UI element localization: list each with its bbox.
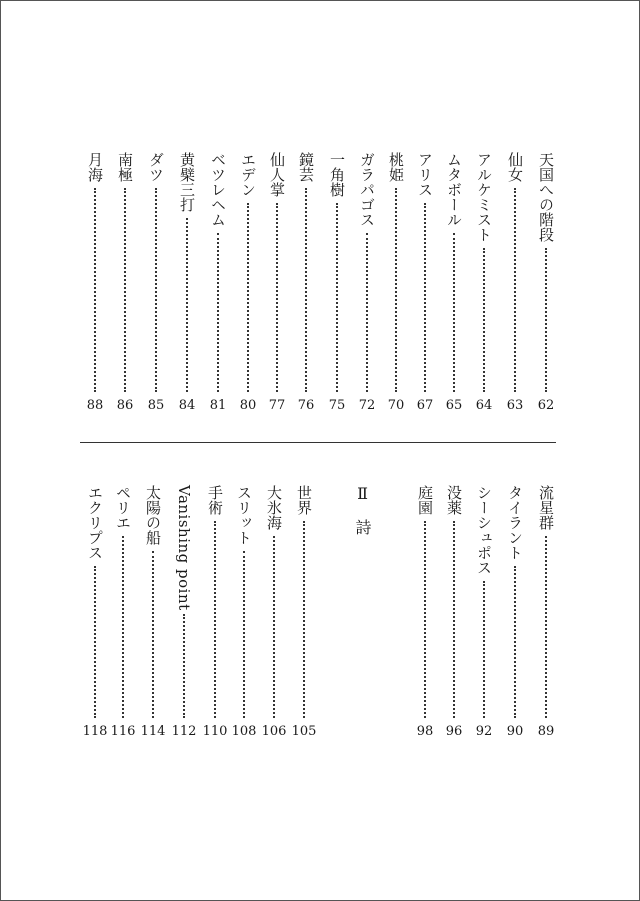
toc-entry-page-number: 63 — [506, 398, 524, 413]
dot-leader — [214, 521, 216, 718]
toc-entry-page-number: 106 — [261, 724, 287, 739]
dot-leader — [395, 188, 397, 392]
toc-entry-title: Vanishing point — [175, 485, 193, 611]
toc-entry-page-number: 64 — [475, 398, 493, 413]
toc-entry-page-number: 75 — [328, 398, 346, 413]
toc-entry-title: 太陽の船 — [144, 485, 162, 545]
section-heading: Ⅱ 詩 — [353, 484, 372, 535]
toc-entry-page-number: 81 — [209, 398, 227, 413]
dot-leader — [276, 203, 278, 392]
toc-entry-title: 鏡芸 — [297, 152, 315, 182]
dot-leader — [217, 233, 219, 392]
toc-entry-title: 天国への階段 — [537, 152, 555, 242]
dot-leader — [186, 218, 188, 392]
toc-entry-title: アリス — [416, 152, 434, 197]
toc-entry-title: ダツ — [147, 152, 165, 182]
dot-leader — [94, 188, 96, 392]
section-divider — [80, 442, 556, 443]
toc-entry-page-number: 88 — [86, 398, 104, 413]
toc-entry-page-number: 96 — [445, 724, 463, 739]
dot-leader — [124, 188, 126, 392]
dot-leader — [483, 581, 485, 718]
toc-entry-page-number: 118 — [82, 724, 108, 739]
dot-leader — [483, 248, 485, 392]
toc-entry-title: 大氷海 — [265, 485, 283, 530]
dot-leader — [453, 521, 455, 718]
toc-entry-title: 黄檗三打 — [178, 152, 196, 212]
toc-entry-page-number: 92 — [475, 724, 493, 739]
toc-entry-page-number: 67 — [416, 398, 434, 413]
toc-entry-title: 南極 — [116, 152, 134, 182]
toc-entry-page-number: 86 — [116, 398, 134, 413]
toc-entry-page-number: 112 — [171, 724, 197, 739]
toc-entry-title: 一角樹 — [328, 152, 346, 197]
toc-entry-title: ムタボール — [445, 152, 463, 227]
toc-entry-page-number: 72 — [358, 398, 376, 413]
toc-entry-page-number: 84 — [178, 398, 196, 413]
toc-entry-page-number: 76 — [297, 398, 315, 413]
toc-entry-page-number: 105 — [291, 724, 317, 739]
toc-entry-title: 仙人掌 — [268, 152, 286, 197]
dot-leader — [545, 248, 547, 392]
toc-entry-title: 没薬 — [445, 485, 463, 515]
toc-entry-title: 手術 — [206, 485, 224, 515]
toc-entry-title: 桃姫 — [387, 152, 405, 182]
toc-entry-title: 世界 — [295, 485, 313, 515]
dot-leader — [243, 551, 245, 718]
dot-leader — [183, 614, 185, 718]
dot-leader — [305, 188, 307, 392]
toc-entry-title: シーシュポス — [475, 485, 493, 575]
toc-entry-title: エデン — [239, 152, 257, 197]
dot-leader — [273, 536, 275, 718]
dot-leader — [152, 551, 154, 718]
toc-entry-title: 月海 — [86, 152, 104, 182]
toc-entry-page-number: 108 — [231, 724, 257, 739]
toc-entry-page-number: 85 — [147, 398, 165, 413]
toc-entry-page-number: 65 — [445, 398, 463, 413]
toc-entry-title: ガラパゴス — [358, 152, 376, 227]
dot-leader — [122, 536, 124, 718]
dot-leader — [247, 203, 249, 392]
dot-leader — [453, 233, 455, 392]
toc-entry-title: 庭園 — [416, 485, 434, 515]
toc-entry-title: スリット — [235, 485, 253, 545]
toc-entry-page-number: 110 — [202, 724, 228, 739]
toc-entry-page-number: 90 — [506, 724, 524, 739]
toc-entry-title: 流星群 — [537, 485, 555, 530]
dot-leader — [545, 536, 547, 718]
dot-leader — [514, 566, 516, 718]
toc-entry-title: ベツレヘム — [209, 152, 227, 227]
dot-leader — [424, 203, 426, 392]
dot-leader — [514, 188, 516, 392]
toc-entry-page-number: 70 — [387, 398, 405, 413]
toc-entry-title: 仙女 — [506, 152, 524, 182]
toc-entry-title: アルケミスト — [475, 152, 493, 242]
dot-leader — [336, 203, 338, 392]
dot-leader — [94, 566, 96, 718]
toc-entry-page-number: 77 — [268, 398, 286, 413]
dot-leader — [424, 521, 426, 718]
dot-leader — [366, 233, 368, 392]
toc-entry-title: タイラント — [506, 485, 524, 560]
toc-entry-title: エクリプス — [86, 485, 104, 560]
toc-entry-page-number: 116 — [110, 724, 136, 739]
toc-entry-page-number: 89 — [537, 724, 555, 739]
dot-leader — [303, 521, 305, 718]
dot-leader — [155, 188, 157, 392]
toc-entry-page-number: 114 — [140, 724, 166, 739]
toc-entry-page-number: 80 — [239, 398, 257, 413]
toc-entry-page-number: 62 — [537, 398, 555, 413]
toc-entry-page-number: 98 — [416, 724, 434, 739]
toc-entry-title: ペリエ — [114, 485, 132, 530]
